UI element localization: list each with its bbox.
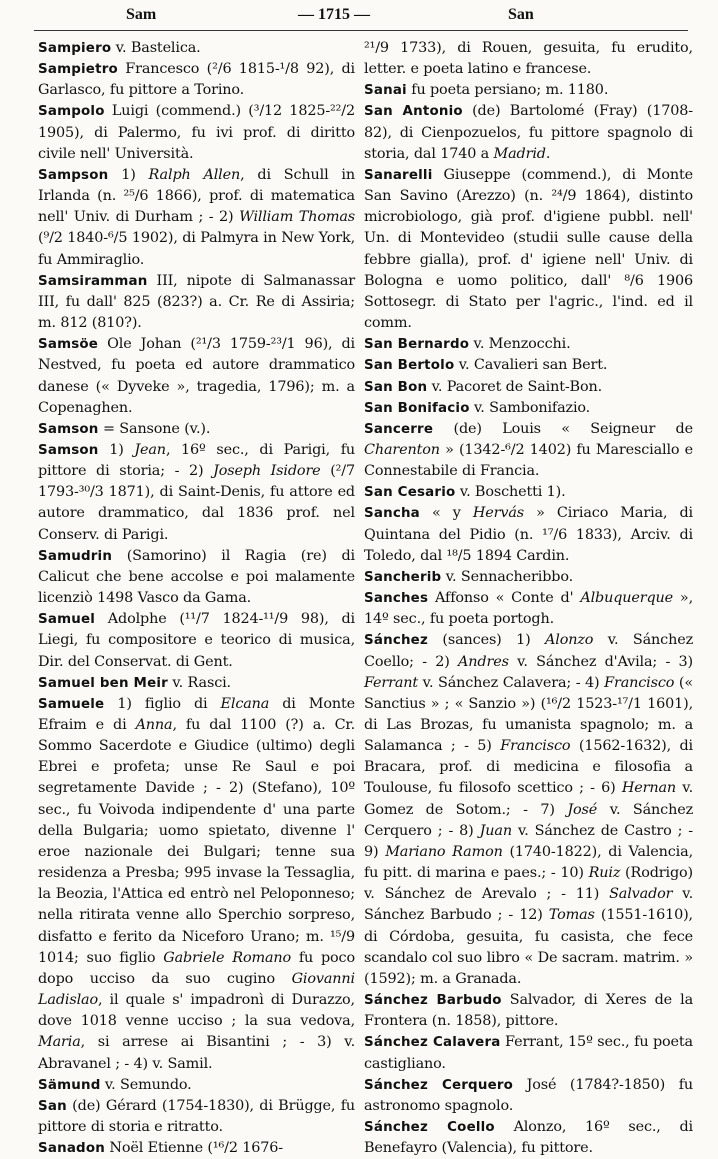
entry-text: Salvador, di Xeres de la Frontera (n. 1858), pittore. (364, 992, 693, 1030)
dictionary-entry (364, 503, 693, 566)
entry-italic-text: Ferrant (364, 674, 419, 691)
entry-italic-text: William Thomas (239, 209, 355, 226)
entry-text: » Ciriaco Maria, di Quintana del Pidio (n. ¹⁷/6 1833), Arciv. di Toledo, dal ¹⁸/5 1894 Cardin. (364, 505, 693, 564)
entry-text: (²/7 1793-³⁰/3 1871), di Saint-Denis, fu attore ed autore drammatico, dal 1836 prof. nel Conserv. di Parigi. (38, 463, 355, 543)
entry-text: Noël Etienne (¹⁶/2 1676- (104, 1140, 283, 1157)
entry-italic-text: Ralph Allen (148, 166, 241, 183)
entry-text: « y (419, 505, 473, 522)
dictionary-entry (364, 1075, 693, 1117)
entry-text: v. Sennacheribbo. (441, 568, 574, 585)
entry-italic-text: Albuquerque (580, 590, 674, 607)
entry-headword: Sánchez Coello (364, 1119, 495, 1135)
entry-text: v. Menzocchi. (469, 336, 571, 353)
entry-headword: Sánchez Barbudo (364, 993, 502, 1009)
entry-text: 1) (108, 166, 149, 183)
entry-text: (Rodrigo) v. Sánchez de Arevalo ; - 11) (364, 865, 693, 903)
entry-text: (de) Gérard (1754-1830), di Brügge, fu pittore di storia e ritratto. (38, 1097, 355, 1135)
entry-italic-text: Andres (458, 653, 509, 670)
dictionary-entry (38, 1138, 355, 1159)
dictionary-entry (38, 694, 355, 1075)
page-number: — 1715 — (298, 6, 370, 23)
entry-text: III, nipote di Salmanassar III, fu dall' 825 (823?) a. Cr. Re di Assiria; m. 812 (810?). (38, 272, 355, 332)
entry-text: v. Sánchez Coello; - 2) (364, 632, 693, 670)
entry-headword: Samudrin (38, 548, 113, 564)
page-header (0, 4, 718, 28)
entry-italic-text: Alonzo (545, 632, 594, 649)
entry-text: = Sansone (v.). (98, 420, 211, 437)
dictionary-entry (364, 398, 693, 419)
entry-text: v. Gomez de Sotom.; - 7) (364, 780, 694, 818)
entry-text: v. Pacoret de Saint-Bon. (427, 378, 603, 395)
entry-headword: Sánchez Cerquero (364, 1077, 514, 1093)
entry-text: Francesco (²/6 1815-¹/8 92), di Garlasco, fu pittore a Torino. (38, 61, 355, 99)
entry-text: fu poeta persiano; m. 1180. (406, 82, 609, 99)
entry-italic-text: Elcana (220, 695, 270, 712)
entry-italic-text: Charenton (364, 441, 440, 458)
dictionary-entry (364, 990, 693, 1032)
entry-headword: San Bon (364, 379, 428, 395)
entry-text: (1740-1822), di Valencia, fu pitt. di marina e paes.; - 10) (364, 843, 693, 882)
dictionary-entry (364, 1117, 693, 1159)
dictionary-entry (364, 630, 693, 990)
entry-text: (⁹/2 1840-⁶/5 1902), di Palmyra in New York, fu Ammiraglio. (38, 230, 355, 268)
dictionary-entry (364, 101, 693, 164)
entry-italic-text: Maria (38, 1034, 81, 1051)
entry-italic-text: Gabriele Romano (163, 949, 292, 966)
entry-text: , si arrese ai Bisantini ; - 3) v. Abravanel ; - 4) v. Samil. (38, 1034, 355, 1072)
entry-headword: Sanches (364, 591, 429, 607)
header-rule (34, 30, 688, 31)
entry-italic-text: Hernan (621, 780, 677, 797)
dictionary-entry (364, 482, 693, 503)
dictionary-entry (364, 1032, 693, 1074)
entry-text: José (1784?-1850) fu astronomo spagnolo. (364, 1076, 693, 1114)
entry-headword: Samson (38, 442, 99, 458)
entry-italic-text: José (567, 801, 598, 818)
dictionary-entry (38, 609, 355, 672)
entry-text: Affonso « Conte d' (428, 590, 581, 607)
entry-text: , il quale s' impadronì di Durazzo, dove 1018 venne ucciso ; la sua vedova, (38, 992, 355, 1030)
entry-italic-text: Francisco (500, 738, 571, 755)
dictionary-entry (38, 165, 355, 271)
entry-text: Alonzo, 16º sec., di Benefayro (Valencia), fu pittore. (364, 1118, 693, 1157)
entry-text: (1551-1610), di Córdoba, gesuita, fu casista, che fece scandalo col suo libro « De sacram. matrim. » (1592); m. a Granada. (364, 907, 693, 987)
entry-italic-text: Ruiz (588, 865, 621, 882)
dictionary-entry (38, 419, 355, 440)
entry-italic-text: Joseph Isidore (213, 463, 321, 480)
entry-text: (Samorino) il Ragia (re) di Calicut che bene accolse e poi malamente licenziò 1498 Vasco da Gama. (38, 547, 355, 607)
entry-italic-text: Tomas (548, 907, 595, 924)
entry-text: v. Sánchez d'Avila; - 3) (508, 653, 693, 670)
entry-headword: Samuel ben Meir (38, 675, 168, 691)
entry-headword: Sánchez Calavera (364, 1035, 501, 1051)
entry-headword: San Cesario (364, 485, 456, 501)
entry-italic-text: Francisco (604, 674, 675, 691)
entry-text: v. Sánchez Barbudo ; - 12) (364, 886, 693, 924)
entry-headword: Sánchez (364, 633, 428, 649)
entry-text: v. Sánchez Calavera; - 4) (418, 674, 605, 691)
entry-text: v. Rasci. (167, 674, 231, 691)
entry-headword: San Bernardo (364, 337, 470, 353)
dictionary-entry (364, 80, 693, 101)
dictionary-entry (38, 673, 355, 694)
dictionary-entry (38, 546, 355, 609)
entry-text: di Monte Efraim e di (38, 695, 355, 733)
entry-text: , 16º sec., di Parigi, fu pittore di storia; - 2) (38, 441, 356, 480)
entry-text: 1) figlio di (104, 695, 221, 712)
entry-text: v. Sánchez Cerquero ; - 8) (364, 801, 693, 839)
dictionary-entry (364, 334, 693, 355)
header-left-guideword: Sam (126, 6, 157, 23)
entry-text: (de) Louis « Seigneur de (433, 420, 693, 437)
dictionary-entry (38, 1096, 355, 1138)
dictionary-entry (364, 567, 693, 588)
entry-text: (sances) 1) (427, 632, 546, 649)
entry-text: Adolphe (¹¹/7 1824-¹¹/9 98), di Liegi, fu compositore e teorico di musica, Dir. del Conservat. di Gent. (38, 611, 355, 670)
dictionary-entry (38, 271, 355, 334)
entry-headword: San Antonio (364, 104, 463, 120)
entry-italic-text: Giovanni Ladislao (38, 970, 355, 1009)
entry-headword: Sampietro (38, 62, 118, 78)
dictionary-entry (38, 101, 355, 164)
entry-text: v. Semundo. (100, 1076, 192, 1093)
entry-headword: Sampolo (38, 104, 105, 120)
entry-headword: Samuel (38, 612, 96, 628)
entry-headword: Samsöe (38, 337, 99, 353)
entry-italic-text: Mariano Ramon (385, 843, 503, 860)
entry-text: v. Sánchez de Castro ; - 9) (364, 822, 693, 860)
dictionary-entry (364, 419, 693, 482)
entry-headword: Sanai (364, 83, 407, 99)
entry-text: ²¹/9 1733), di Rouen, gesuita, fu erudito, letter. e poeta latino e francese. (364, 40, 693, 78)
entry-headword: Sancherib (364, 569, 442, 585)
entry-italic-text: Hervás (472, 505, 525, 522)
entry-headword: Samuele (38, 696, 105, 712)
entry-italic-text: Madrid (493, 145, 546, 162)
entry-headword: Sampson (38, 167, 109, 183)
entry-text: » (1342-⁶/2 1402) fu Maresciallo e Connestabile di Francia. (364, 441, 693, 480)
entry-italic-text: Anna (135, 717, 173, 733)
entry-headword: Sanarelli (364, 167, 433, 183)
dictionary-entry (364, 165, 693, 334)
entry-headword: Samsiramman (38, 273, 148, 289)
entry-text: v. Bastelica. (111, 40, 201, 56)
entry-headword: Samson (38, 421, 99, 437)
entry-headword: San Bertolo (364, 358, 455, 374)
entry-headword: San Bonifacio (364, 400, 470, 416)
entry-text: , di Schull in Irlanda (n. ²⁵/6 1866), prof. di matematica nell' Univ. di Durham ; - 2) (38, 166, 355, 226)
entry-italic-text: Jean (134, 441, 166, 458)
entry-headword: Sämund (38, 1077, 101, 1093)
left-column (38, 38, 355, 1159)
entry-headword: Sancerre (364, 421, 434, 437)
entry-text: Luigi (commend.) (³/12 1825-²²/2 1905), di Palermo, fu ivi prof. di diritto civile nell' Università. (38, 103, 355, 162)
entry-text: Giuseppe (commend.), di Monte San Savino (Arezzo) (n. ²⁴/9 1864), distinto microbiologo, già prof. d'igiene pubbl. nell' Un. di Montevideo (studii sulle cause della febbre gialla), prof. d' igiene nell' Univ. di Bologna e uomo politico, dall' ⁸/6 1906 Sottosegr. di Stato per l'agric., l'ind. ed il comm. (364, 166, 693, 332)
entry-italic-text: Juan (479, 822, 512, 839)
entry-text: (1562-1632), di Bracara, prof. di medicina e filosofia a Toulouse, fu filosofo scettico ; - 6) (364, 738, 693, 797)
entry-text: Ferrant, 15º sec., fu poeta castigliano. (364, 1034, 693, 1072)
entry-text: (de) Bartolomé (Fray) (1708-82), di Cienpozuelos, fu pittore spagnolo di storia, dal 1740 a (364, 103, 693, 162)
dictionary-entry (38, 1075, 355, 1096)
entry-text: 1) (98, 441, 135, 458)
entry-headword: Sanadon (38, 1141, 105, 1157)
entry-text: v. Cavalieri san Bert. (454, 357, 608, 374)
entry-text: Ole Johan (²¹/3 1759-²³/1 96), di Nestved, fu poeta ed autore drammatico danese (« Dyveke », tragedia, 1796); m. a Copenaghen. (38, 336, 355, 416)
entry-headword: San (38, 1098, 67, 1114)
dictionary-entry (38, 59, 355, 101)
dictionary-entry (364, 588, 693, 630)
header-right-guideword: San (508, 6, 534, 23)
dictionary-entry (38, 440, 355, 546)
dictionary-entry (364, 38, 693, 80)
entry-text: fu poco dopo ucciso da suo cugino (38, 949, 355, 987)
entry-text: (« Sanctius » ; « Sanzio ») (¹⁶/2 1523-¹⁷/1 1601), di Las Brozas, fu umanista spagnolo; m. a Salamanca ; - 5) (364, 674, 694, 755)
entry-text: v. Boschetti 1). (455, 484, 566, 501)
entry-headword: Sampiero (38, 41, 112, 56)
entry-headword: Sancha (364, 506, 420, 522)
entry-text: », 14º sec., fu poeta portogh. (364, 590, 693, 628)
entry-text: . (545, 145, 551, 162)
dictionary-entry (364, 355, 693, 376)
right-column (364, 38, 693, 1159)
dictionary-entry (38, 334, 355, 419)
dictionary-entry (38, 38, 355, 59)
entry-text: , fu dal 1100 (?) a. Cr. Sommo Sacerdote e Giudice (ultimo) degli Ebrei e profeta; unse Re Saul e poi segretamente Davide ; - 2) (Stefano), 10º sec., fu Voivoda indipendente d' una parte della Bulgaria; uomo spietato, divenne l' eroe nazionale dei Bulgari; tenne sua residenza a Presba; 995 invase la Tessaglia, la Beozia, l'Attica ed entrò nel Peloponneso; nella ritirata venne allo Sperchio sorpreso, disfatto e ferito da Niceforo Urano; m. ¹⁵/9 1014; suo figlio (38, 717, 356, 966)
entry-text: v. Sambonifazio. (469, 399, 591, 416)
entry-italic-text: Salvador (609, 886, 673, 903)
dictionary-entry (364, 377, 693, 398)
